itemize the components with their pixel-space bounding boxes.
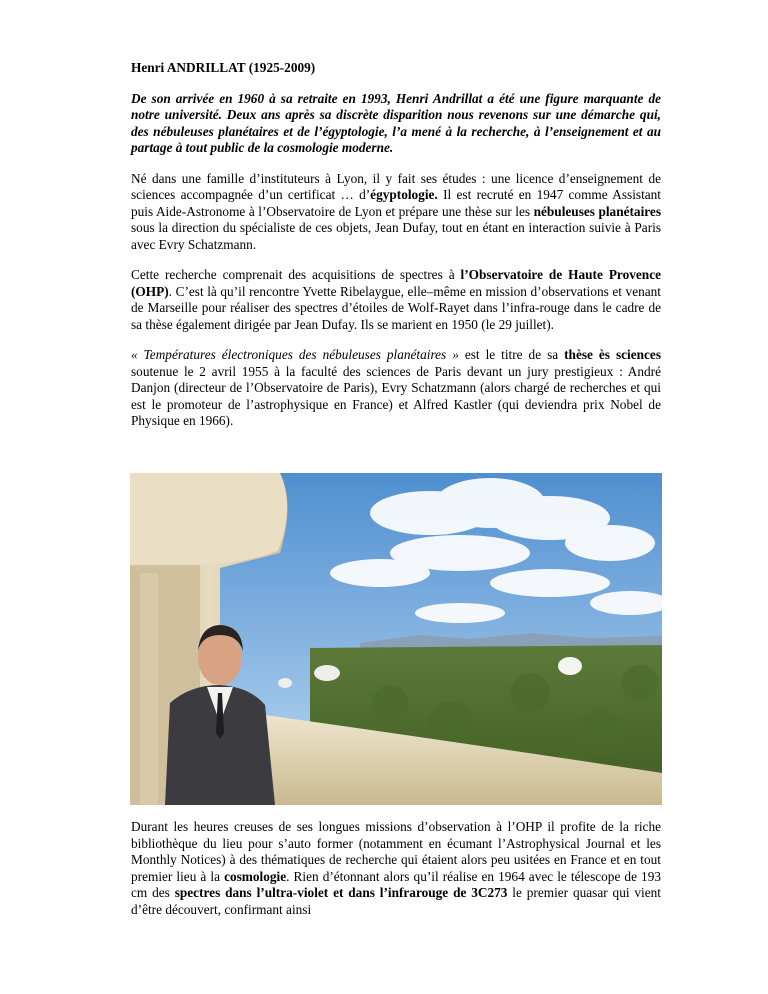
p1-bold-egyptologie: égyptologie. <box>370 187 438 202</box>
page-title: Henri ANDRILLAT (1925-2009) <box>131 60 316 75</box>
photo-henri-andrillat-ohp <box>130 473 662 805</box>
paragraph-1 <box>131 171 661 254</box>
p3-bold-these: thèse ès sciences <box>564 347 662 362</box>
p2-bold-ohp: l’Observatoire de Haute Provence (OHP) <box>131 267 661 299</box>
p1-text-e: sous la direction du spécialiste de ces objets, Jean Dufay, tout en étant en interaction suivie à Paris avec Evry Schatzmann. <box>131 220 661 252</box>
paragraph-3 <box>131 347 661 430</box>
p2-text-a: Cette recherche comprenait des acquisitions de spectres à <box>131 267 461 282</box>
p1-text-a: Né dans une famille d’instituteurs à Lyon, il y fait ses études : une licence d’enseignement de sciences accompagnée d’un certificat … d’ <box>131 170 661 202</box>
paragraph-4 <box>131 819 661 918</box>
p3-italic-title: « Températures électroniques des nébuleuses planétaires » <box>131 347 459 362</box>
p4-text-e: le premier quasar qui vient d’être découvert, confirmant ainsi <box>131 885 661 917</box>
intro-paragraph: De son arrivée en 1960 à sa retraite en 1993, Henri Andrillat a été une figure marquante de notre université. Deux ans après sa discrète disparition nous revenons sur une démarche qui, des nébuleuses planétaires et de l’égyptologie, l’a mené à la recherche, à l’enseignement et au partage à tout public de la cosmologie moderne. <box>131 90 661 155</box>
paragraph-2 <box>131 267 661 333</box>
p4-bold-cosmologie: cosmologie <box>224 868 287 884</box>
p1-text-c: Il est recruté en 1947 comme Assistant puis Aide-Astronome à l’Observatoire de Lyon et prépare une thèse sur les <box>131 187 662 219</box>
p4-bold-spectres: spectres dans l’ultra-violet et dans l’infrarouge de 3C273 <box>174 885 508 900</box>
p2-text-c: . C’est là qu’il rencontre Yvette Ribelaygue, elle–même en mission d’observations et venant de Marseille pour réaliser des spectres d’étoiles de Wolf-Rayet dans l’infra-rouge dans le cadre de sa thèse également dirigée par Jean Dufay. Ils se marient en 1950 (le 29 juillet). <box>131 283 661 332</box>
p3-text-d: soutenue le 2 avril 1955 à la faculté des sciences de Paris devant un jury prestigieux : André Danjon (directeur de l’Observatoire de Paris), Evry Schatzmann (alors chargé de recherches et qui est le promoteur de l’astrophysique en France) et Alfred Kastler (qui deviendra prix Nobel de Physique en 1966). <box>131 363 661 428</box>
document-body <box>131 60 661 444</box>
p4-text-a: Durant les heures creuses de ses longues missions d’observation à l’OHP il profite de la riche bibliothèque du lieu pour s’auto former (notamment en écumant l’Astrophysical Journal et les Monthly Notices) à des thématiques de recherche qui étaient alors peu usitées en France et en tout premier lieu à la <box>131 819 661 884</box>
p4-text-c: . Rien d’étonnant alors qu’il réalise en 1964 avec le télescope de 193 cm des <box>131 868 661 900</box>
p1-bold-nebuleuses: nébuleuses planétaires <box>533 203 662 219</box>
p3-text-b: est le titre de sa <box>458 347 565 362</box>
